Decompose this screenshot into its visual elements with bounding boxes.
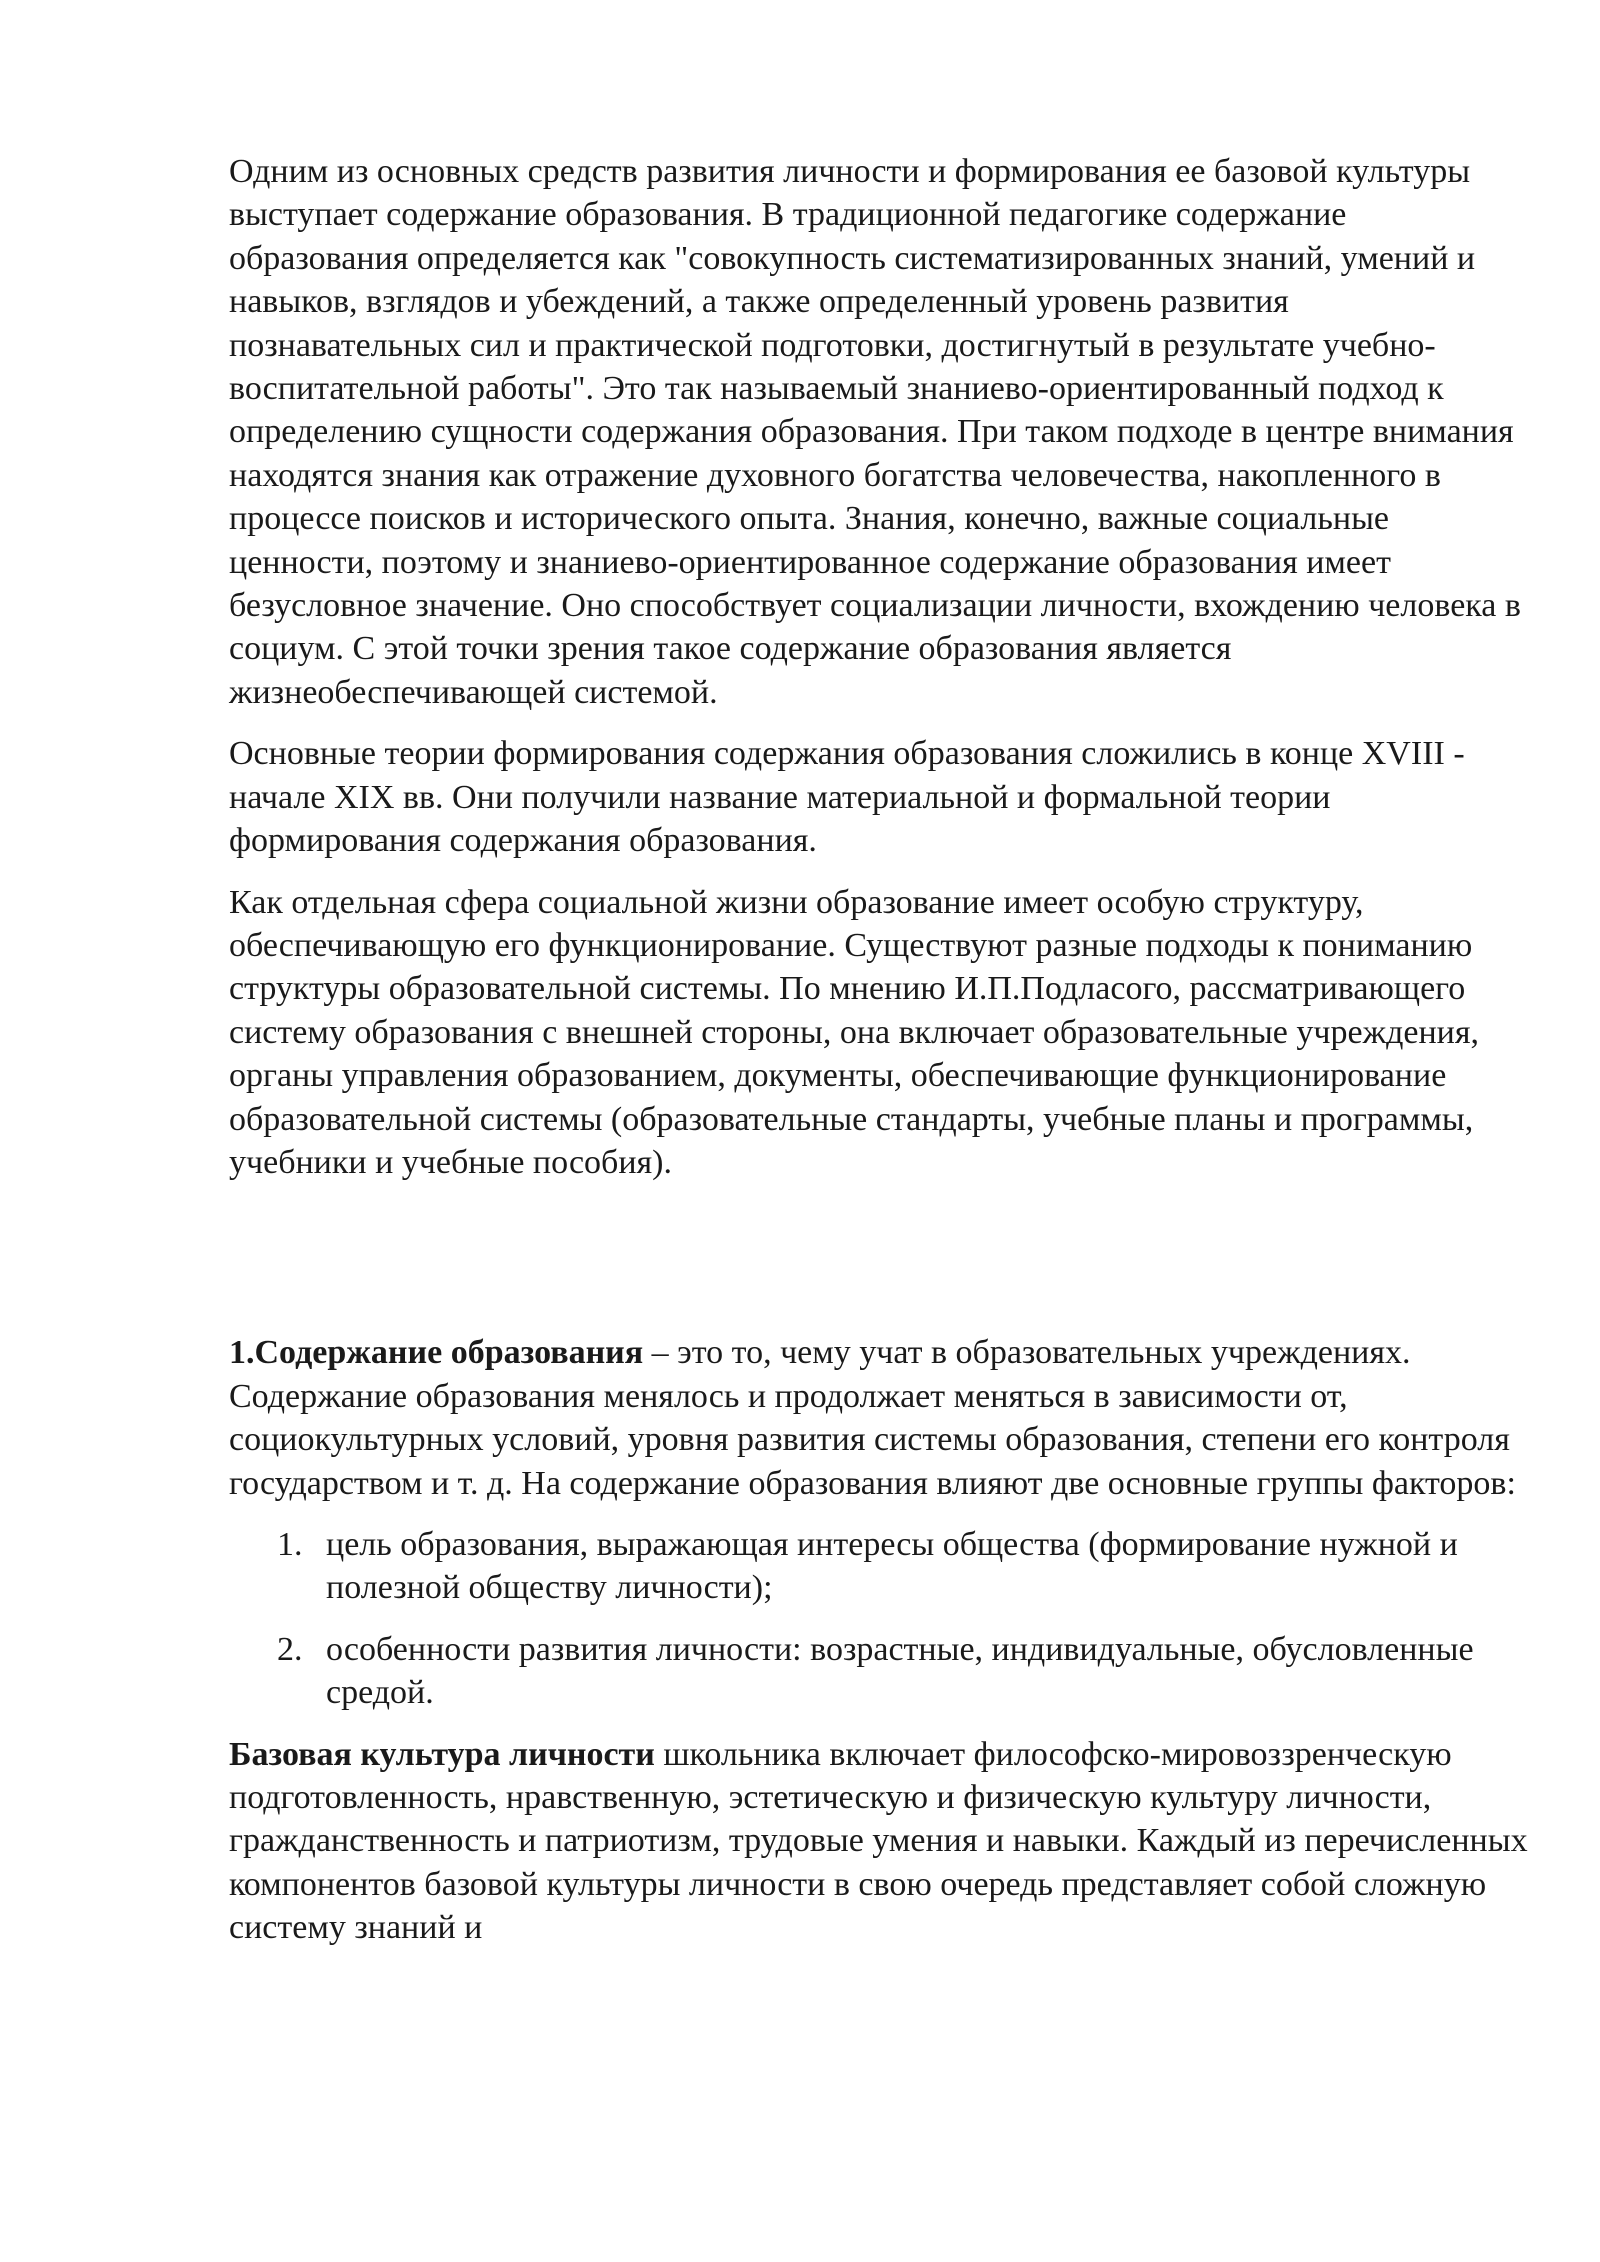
term-basic-culture: Базовая культура личности [229, 1735, 655, 1773]
list-item-number: 1. [277, 1525, 303, 1563]
definition-education-content: – это то, чему учат в образовательных учреждениях. Содержание образования менялось и продолжает меняться в зависимости от, социокультурных условий, уровня развития системы образования, степени его контроля государством и т. д. На содержание образования влияют две основные группы факторов: [229, 1334, 1516, 1502]
blank-space [229, 1202, 1529, 1331]
paragraph-basic-culture [229, 1733, 1529, 1950]
list-item-text: особенности развития личности: возрастные, индивидуальные, обусловленные средой. [326, 1630, 1474, 1712]
list-item-number: 2. [277, 1630, 303, 1668]
paragraph-education-content [229, 1331, 1529, 1505]
list-item-text: цель образования, выражающая интересы общества (формирование нужной и полезной обществу личности); [326, 1525, 1458, 1607]
factors-list [229, 1523, 1529, 1715]
document-body [229, 150, 1529, 1968]
list-item [229, 1523, 1529, 1610]
term-education-content: 1.Содержание образования [229, 1334, 644, 1372]
list-item [229, 1628, 1529, 1715]
definition-basic-culture: школьника включает философско-мировоззренческую подготовленность, нравственную, эстетическую и физическую культуру личности, гражданственность и патриотизм, трудовые умения и навыки. Каждый из перечисленных компонентов базовой культуры личности в свою очередь представляет собой сложную систему знаний и [229, 1735, 1528, 1947]
paragraph-theories: Основные теории формирования содержания образования сложились в конце XVIII - начале XIX вв. Они получили название материальной и формальной теории формирования содержания образования. [229, 735, 1465, 860]
paragraph-intro: Одним из основных средств развития личности и формирования ее базовой культуры выступает содержание образования. В традиционной педагогике содержание образования определяется как "совокупность систематизированных знаний, умений и навыков, взглядов и убеждений, а также определенный уровень развития познавательных сил и практической подготовки, достигнутый в результате учебно-воспитательной работы". Это так называемый знаниево-ориентированный подход к определению сущности содержания образования. При таком подходе в центре внимания находятся знания как отражение духовного богатства человечества, накопленного в процессе поисков и исторического опыта. Знания, конечно, важные социальные ценности, поэтому и знаниево-ориентированное содержание образования имеет безусловное значение. Оно способствует социализации личности, вхождению человека в социум. С этой точки зрения такое содержание образования является жизнеобеспечивающей системой. [229, 153, 1521, 711]
paragraph-structure: Как отдельная сфера социальной жизни образование имеет особую структуру, обеспечивающую его функционирование. Существуют разные подходы к пониманию структуры образовательной системы. По мнению И.П.Подласого, рассматривающего систему образования с внешней стороны, она включает образовательные учреждения, органы управления образованием, документы, обеспечивающие функционирование образовательной системы (образовательные стандарты, учебные планы и программы, учебники и учебные пособия). [229, 883, 1479, 1181]
